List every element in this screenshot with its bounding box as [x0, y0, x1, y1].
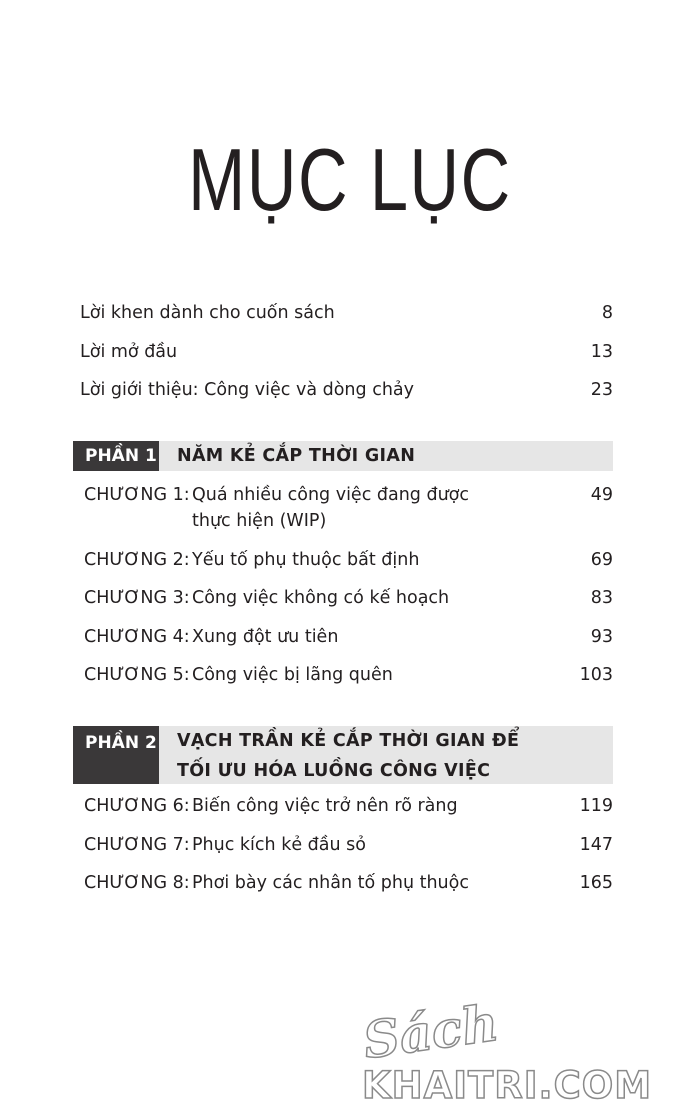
part-2-label: PHẦN 2 [73, 726, 159, 784]
chapter-title: Phục kích kẻ đầu sỏ [192, 835, 366, 855]
chapter-page: 165 [579, 873, 613, 893]
toc-entry-title: Lời khen dành cho cuốn sách [80, 303, 335, 323]
chapter-label: CHƯƠNG 7: [84, 835, 190, 855]
toc-entry[interactable] [80, 339, 613, 365]
part-2-title [159, 726, 613, 784]
chapter-label: CHƯƠNG 4: [84, 627, 190, 647]
chapter-label: CHƯƠNG 2: [84, 550, 190, 570]
part-1-label: PHẦN 1 [73, 441, 159, 471]
chapter-page: 147 [579, 835, 613, 855]
chapter-title: Xung đột ưu tiên [192, 627, 339, 647]
chapter-entry[interactable] [84, 547, 613, 573]
chapter-entry[interactable] [84, 482, 613, 534]
page-title: MỤC LỤC [188, 130, 512, 229]
toc-entry-title: Lời giới thiệu: Công việc và dòng chảy [80, 380, 414, 400]
part-2-title-line-2: TỐI ƯU HÓA LUỒNG CÔNG VIỆC [177, 761, 491, 781]
watermark-script: Sách [359, 992, 502, 1071]
toc-entry-page: 8 [601, 303, 613, 323]
chapter-label: CHƯƠNG 3: [84, 588, 190, 608]
chapter-page: 83 [590, 588, 613, 608]
chapter-page: 103 [579, 665, 613, 685]
chapter-label: CHƯƠNG 1: [84, 485, 190, 505]
part-1-title: NĂM KẺ CẮP THỜI GIAN [159, 441, 613, 471]
toc-entry[interactable] [80, 377, 613, 403]
chapter-entry[interactable] [84, 793, 613, 819]
toc-entry-page: 13 [590, 342, 613, 362]
chapter-page: 49 [590, 485, 613, 505]
chapter-label: CHƯƠNG 6: [84, 796, 190, 816]
chapter-page: 93 [590, 627, 613, 647]
chapter-title: Phơi bày các nhân tố phụ thuộc [192, 873, 469, 893]
chapter-page: 69 [590, 550, 613, 570]
chapter-title: Công việc bị lãng quên [192, 665, 393, 685]
chapter-entry[interactable] [84, 624, 613, 650]
chapter-page: 119 [579, 796, 613, 816]
chapter-label: CHƯƠNG 8: [84, 873, 190, 893]
toc-entry[interactable] [80, 300, 613, 326]
part-2-header[interactable] [73, 726, 613, 784]
chapter-entry[interactable] [84, 832, 613, 858]
toc-entry-page: 23 [590, 380, 613, 400]
chapter-entry[interactable] [84, 870, 613, 896]
chapter-title: Yếu tố phụ thuộc bất định [192, 550, 420, 570]
chapter-label: CHƯƠNG 5: [84, 665, 190, 685]
chapter-title: Quá nhiều công việc đang được thực hiện (WIP) [192, 485, 470, 531]
watermark-logo: KHAITRI.COM [362, 1064, 653, 1107]
chapter-title: Biến công việc trở nên rõ ràng [192, 796, 458, 816]
chapter-entry[interactable] [84, 585, 613, 611]
part-2-title-line-1: VẠCH TRẦN KẺ CẮP THỜI GIAN ĐỂ [177, 731, 520, 751]
chapter-entry[interactable] [84, 662, 613, 688]
part-1-header[interactable] [73, 441, 613, 471]
toc-entry-title: Lời mở đầu [80, 342, 178, 362]
chapter-title: Công việc không có kế hoạch [192, 588, 450, 608]
